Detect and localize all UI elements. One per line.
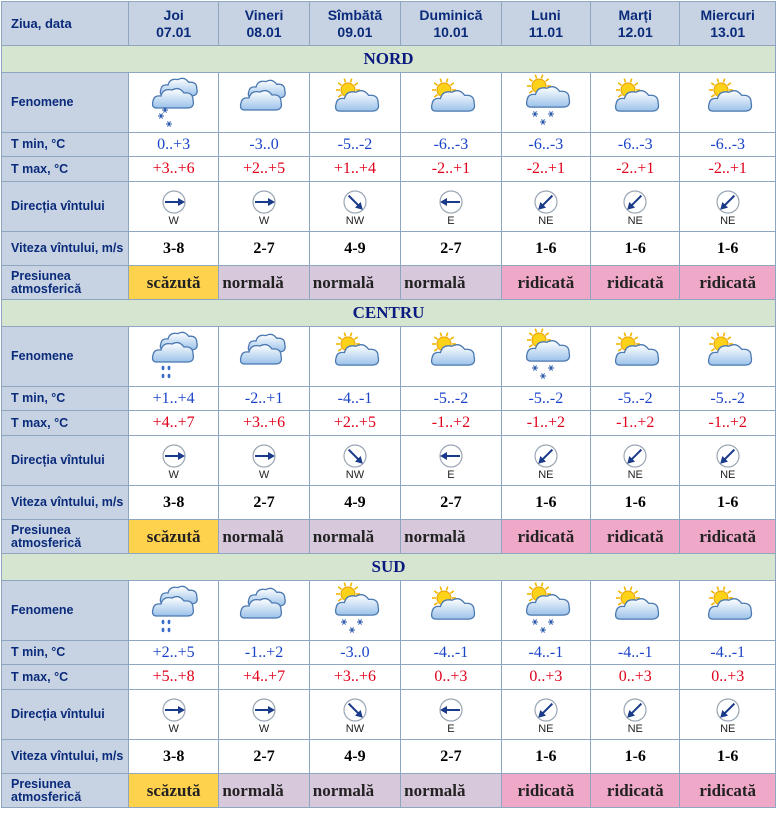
wind-direction-cell [309, 436, 400, 486]
partly-sunny-icon [401, 582, 501, 640]
tmin-value: 0..+3 [128, 133, 218, 157]
partly-sunny-icon [310, 328, 400, 386]
tmax-value: +1..+4 [309, 157, 400, 182]
wind-direction-label: NW [345, 214, 365, 227]
partly-sunny-icon [680, 74, 775, 132]
wind-speed-value: 1-6 [680, 740, 776, 774]
tmin-value: -4..-1 [591, 641, 680, 665]
pressure-value: normală [219, 774, 309, 808]
region-header: SUD [2, 554, 776, 581]
day-date: 08.01 [246, 23, 282, 40]
wind-direction-cell [219, 436, 309, 486]
partly-sunny-icon [591, 74, 679, 132]
row-label: Direcția vîntului [2, 690, 129, 740]
pressure-value: normală [219, 266, 309, 300]
tmin-value: -5..-2 [680, 387, 776, 411]
wind-direction-cell [591, 436, 680, 486]
weather-cell [309, 581, 400, 641]
compass-arrow-icon [401, 697, 501, 723]
tmax-value: +3..+6 [128, 157, 218, 182]
tmin-value: +1..+4 [128, 387, 218, 411]
tmax-value: +3..+6 [219, 411, 309, 436]
compass-arrow-icon [401, 443, 501, 469]
tmin-value: -5..-2 [501, 387, 590, 411]
wind-direction-cell [128, 436, 218, 486]
wind-speed-value: 1-6 [501, 486, 590, 520]
pressure-value: normală [401, 520, 502, 554]
compass-arrow-icon [129, 697, 218, 723]
cloud-rain-icon [129, 328, 218, 386]
compass-arrow-icon [591, 189, 679, 215]
pressure-value: ridicată [591, 774, 680, 808]
pressure-value: normală [309, 774, 400, 808]
pressure-value: ridicată [501, 266, 590, 300]
wind-speed-value: 1-6 [591, 740, 680, 774]
sun-cloud-snow-icon [502, 328, 590, 386]
wind-direction-cell [128, 182, 218, 232]
wind-direction-label: W [258, 722, 270, 735]
tmax-value: 0..+3 [591, 665, 680, 690]
compass-arrow-icon [680, 443, 775, 469]
day-name: Miercuri [700, 6, 755, 23]
row-label: T min, °C [2, 133, 129, 157]
row-label: Presiunea atmosferică [2, 774, 129, 808]
forecast-table [1, 1, 776, 808]
compass-arrow-icon [502, 443, 590, 469]
wind-direction-cell [401, 436, 502, 486]
pressure-value: normală [309, 266, 400, 300]
compass-arrow-icon [680, 697, 775, 723]
partly-sunny-icon [591, 328, 679, 386]
partly-sunny-icon [591, 582, 679, 640]
row-label: T max, °C [2, 665, 129, 690]
wind-speed-value: 3-8 [128, 740, 218, 774]
wind-speed-value: 2-7 [401, 486, 502, 520]
compass-arrow-icon [129, 189, 218, 215]
row-label: Viteza vîntului, m/s [2, 232, 129, 266]
weather-cell [591, 73, 680, 133]
pressure-value: ridicată [591, 266, 680, 300]
wind-speed-value: 2-7 [401, 740, 502, 774]
tmin-value: -4..-1 [401, 641, 502, 665]
pressure-value: normală [309, 520, 400, 554]
tmin-value: -3..0 [309, 641, 400, 665]
tmax-value: +5..+8 [128, 665, 218, 690]
weather-cell [680, 581, 776, 641]
weather-cell [591, 581, 680, 641]
day-header [680, 2, 776, 46]
wind-direction-label: W [258, 214, 270, 227]
wind-direction-cell [591, 690, 680, 740]
row-label: Fenomene [2, 73, 129, 133]
cloud-rain-icon [129, 582, 218, 640]
wind-direction-cell [401, 690, 502, 740]
wind-direction-label: NW [345, 468, 365, 481]
wind-speed-value: 1-6 [680, 486, 776, 520]
day-header [501, 2, 590, 46]
pressure-value: ridicată [680, 520, 776, 554]
tmax-value: -2..+1 [501, 157, 590, 182]
pressure-value: ridicată [591, 520, 680, 554]
tmax-value: +4..+7 [128, 411, 218, 436]
wind-direction-cell [219, 182, 309, 232]
wind-direction-label: W [258, 468, 270, 481]
weather-cell [309, 73, 400, 133]
pressure-value: ridicată [680, 266, 776, 300]
day-name: Sîmbătă [327, 6, 383, 23]
partly-sunny-icon [401, 328, 501, 386]
tmax-value: -2..+1 [591, 157, 680, 182]
row-label: Direcția vîntului [2, 182, 129, 232]
tmin-value: -6..-3 [501, 133, 590, 157]
cloudy-icon [219, 74, 308, 132]
tmax-value: 0..+3 [501, 665, 590, 690]
tmax-value: -1..+2 [401, 411, 502, 436]
compass-arrow-icon [591, 697, 679, 723]
wind-direction-cell [501, 182, 590, 232]
day-name: Joi [163, 6, 184, 23]
wind-direction-cell [309, 690, 400, 740]
header-corner-label: Ziua, data [2, 2, 129, 46]
wind-direction-label: NE [627, 214, 643, 227]
compass-arrow-icon [310, 443, 400, 469]
pressure-value: scăzută [128, 774, 218, 808]
weather-cell [219, 581, 309, 641]
wind-direction-label: E [447, 468, 455, 481]
wind-speed-value: 3-8 [128, 486, 218, 520]
weather-cell [309, 327, 400, 387]
wind-speed-value: 1-6 [501, 232, 590, 266]
wind-direction-label: E [447, 214, 455, 227]
wind-direction-label: NE [538, 214, 554, 227]
tmax-value: +4..+7 [219, 665, 309, 690]
wind-speed-value: 3-8 [128, 232, 218, 266]
tmax-value: -1..+2 [591, 411, 680, 436]
sun-cloud-snow-icon [502, 582, 590, 640]
wind-speed-value: 1-6 [501, 740, 590, 774]
region-header: CENTRU [2, 300, 776, 327]
row-label: Viteza vîntului, m/s [2, 486, 129, 520]
row-label: Fenomene [2, 581, 129, 641]
tmax-value: 0..+3 [680, 665, 776, 690]
tmax-value: -2..+1 [680, 157, 776, 182]
wind-direction-label: NE [538, 468, 554, 481]
tmax-value: 0..+3 [401, 665, 502, 690]
compass-arrow-icon [401, 189, 501, 215]
row-label: Fenomene [2, 327, 129, 387]
day-date: 11.01 [528, 23, 563, 40]
row-label: Presiunea atmosferică [2, 266, 129, 300]
wind-direction-label: W [168, 214, 179, 227]
sun-cloud-snow-icon [502, 74, 590, 132]
row-label: T max, °C [2, 157, 129, 182]
row-label: Viteza vîntului, m/s [2, 740, 129, 774]
weather-cell [680, 73, 776, 133]
wind-direction-cell [591, 182, 680, 232]
wind-direction-cell [219, 690, 309, 740]
cloud-snow-icon [129, 74, 218, 132]
day-header [219, 2, 309, 46]
wind-direction-cell [401, 182, 502, 232]
day-date: 07.01 [156, 23, 192, 40]
pressure-value: normală [401, 266, 502, 300]
tmin-value: -5..-2 [309, 133, 400, 157]
wind-direction-label: NW [345, 722, 365, 735]
weather-cell [401, 73, 502, 133]
tmin-value: -2..+1 [219, 387, 309, 411]
wind-direction-label: W [168, 468, 179, 481]
wind-speed-value: 1-6 [591, 232, 680, 266]
day-date: 13.01 [710, 23, 746, 40]
wind-direction-cell [501, 436, 590, 486]
wind-direction-label: NE [720, 214, 736, 227]
compass-arrow-icon [219, 189, 308, 215]
wind-direction-label: E [447, 722, 455, 735]
wind-speed-value: 2-7 [219, 740, 309, 774]
pressure-value: ridicată [680, 774, 776, 808]
day-header [309, 2, 400, 46]
wind-direction-label: NE [627, 468, 643, 481]
weather-cell [680, 327, 776, 387]
weather-cell [591, 327, 680, 387]
cloudy-icon [219, 582, 308, 640]
wind-direction-cell [680, 690, 776, 740]
tmax-value: +3..+6 [309, 665, 400, 690]
weather-cell [401, 327, 502, 387]
sun-cloud-snow-icon [310, 582, 400, 640]
row-label: T max, °C [2, 411, 129, 436]
compass-arrow-icon [310, 697, 400, 723]
pressure-value: scăzută [128, 266, 218, 300]
wind-speed-value: 1-6 [591, 486, 680, 520]
weather-cell [401, 581, 502, 641]
compass-arrow-icon [680, 189, 775, 215]
weather-cell [128, 581, 218, 641]
wind-speed-value: 2-7 [219, 232, 309, 266]
wind-speed-value: 4-9 [309, 486, 400, 520]
day-header [128, 2, 218, 46]
pressure-value: scăzută [128, 520, 218, 554]
wind-direction-label: NE [720, 722, 736, 735]
pressure-value: normală [401, 774, 502, 808]
tmin-value: -3..0 [219, 133, 309, 157]
wind-speed-value: 2-7 [219, 486, 309, 520]
pressure-value: ridicată [501, 520, 590, 554]
partly-sunny-icon [310, 74, 400, 132]
pressure-value: normală [219, 520, 309, 554]
tmin-value: -4..-1 [309, 387, 400, 411]
compass-arrow-icon [591, 443, 679, 469]
partly-sunny-icon [680, 582, 775, 640]
row-label: T min, °C [2, 387, 129, 411]
region-header: NORD [2, 46, 776, 73]
wind-direction-cell [680, 182, 776, 232]
row-label: T min, °C [2, 641, 129, 665]
day-header [401, 2, 502, 46]
tmin-value: -5..-2 [401, 387, 502, 411]
wind-speed-value: 2-7 [401, 232, 502, 266]
weather-cell [501, 581, 590, 641]
day-name: Vineri [244, 6, 284, 23]
tmin-value: -5..-2 [591, 387, 680, 411]
day-name: Marți [618, 6, 652, 23]
tmin-value: -6..-3 [591, 133, 680, 157]
weather-cell [128, 73, 218, 133]
tmax-value: -1..+2 [501, 411, 590, 436]
weather-cell [219, 327, 309, 387]
weather-cell [501, 73, 590, 133]
wind-direction-cell [680, 436, 776, 486]
wind-direction-cell [501, 690, 590, 740]
tmax-value: -1..+2 [680, 411, 776, 436]
tmin-value: -4..-1 [501, 641, 590, 665]
wind-direction-cell [128, 690, 218, 740]
compass-arrow-icon [502, 189, 590, 215]
pressure-value: ridicată [501, 774, 590, 808]
row-label: Direcția vîntului [2, 436, 129, 486]
compass-arrow-icon [310, 189, 400, 215]
weather-cell [501, 327, 590, 387]
compass-arrow-icon [129, 443, 218, 469]
tmax-value: -2..+1 [401, 157, 502, 182]
partly-sunny-icon [680, 328, 775, 386]
wind-direction-label: NE [627, 722, 643, 735]
day-date: 12.01 [617, 23, 653, 40]
tmax-value: +2..+5 [219, 157, 309, 182]
compass-arrow-icon [219, 697, 308, 723]
day-header [591, 2, 680, 46]
tmax-value: +2..+5 [309, 411, 400, 436]
wind-direction-label: NE [538, 722, 554, 735]
partly-sunny-icon [401, 74, 501, 132]
wind-speed-value: 4-9 [309, 232, 400, 266]
wind-direction-cell [309, 182, 400, 232]
day-name: Luni [531, 6, 561, 23]
wind-speed-value: 4-9 [309, 740, 400, 774]
wind-direction-label: W [168, 722, 179, 735]
tmin-value: +2..+5 [128, 641, 218, 665]
day-name: Duminică [419, 6, 483, 23]
compass-arrow-icon [219, 443, 308, 469]
tmin-value: -4..-1 [680, 641, 776, 665]
wind-direction-label: NE [720, 468, 736, 481]
tmin-value: -6..-3 [680, 133, 776, 157]
day-date: 09.01 [337, 23, 373, 40]
tmin-value: -1..+2 [219, 641, 309, 665]
weather-cell [128, 327, 218, 387]
compass-arrow-icon [502, 697, 590, 723]
tmin-value: -6..-3 [401, 133, 502, 157]
day-date: 10.01 [433, 23, 469, 40]
weather-cell [219, 73, 309, 133]
wind-speed-value: 1-6 [680, 232, 776, 266]
row-label: Presiunea atmosferică [2, 520, 129, 554]
cloudy-icon [219, 328, 308, 386]
